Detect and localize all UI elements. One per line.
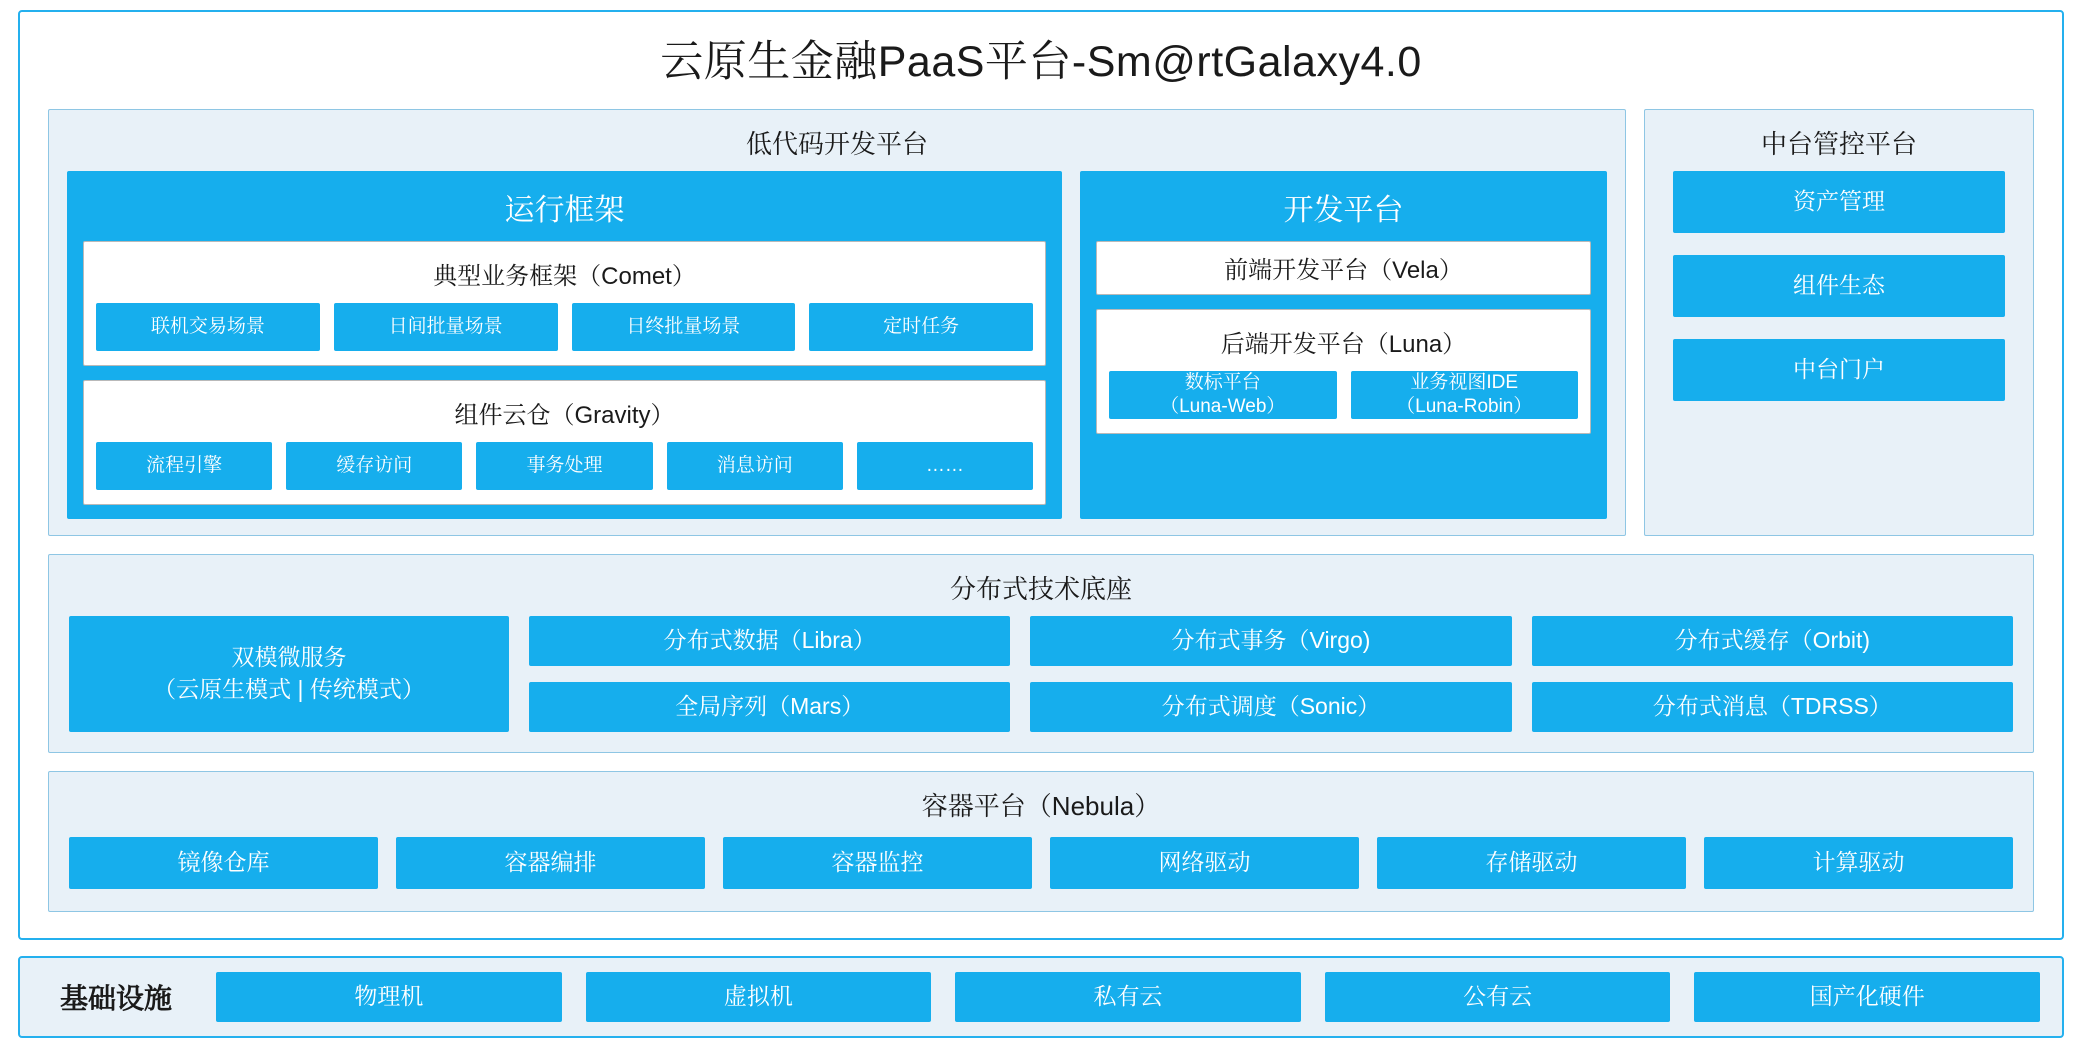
distributed-item[interactable]: 全局序列（Mars） xyxy=(529,682,1010,732)
container-item[interactable]: 容器监控 xyxy=(723,837,1032,889)
infrastructure-item[interactable]: 公有云 xyxy=(1325,972,1671,1022)
gravity-item[interactable]: 消息访问 xyxy=(667,442,843,490)
distributed-item[interactable]: 分布式调度（Sonic） xyxy=(1030,682,1511,732)
backend-platform-item[interactable]: 数标平台 （Luna-Web） xyxy=(1109,371,1337,419)
infrastructure-panel xyxy=(18,956,2064,1038)
gravity-item[interactable]: …… xyxy=(857,442,1033,490)
comet-items xyxy=(96,303,1033,351)
infrastructure-item[interactable]: 私有云 xyxy=(955,972,1301,1022)
comet-box xyxy=(83,241,1046,366)
distributed-item[interactable]: 分布式数据（Libra） xyxy=(529,616,1010,666)
container-item[interactable]: 存储驱动 xyxy=(1377,837,1686,889)
container-item[interactable]: 容器编排 xyxy=(396,837,705,889)
distributed-base-body xyxy=(49,616,2033,732)
page-title: 云原生金融PaaS平台-Sm@rtGalaxy4.0 xyxy=(660,38,1422,86)
low-code-platform-panel xyxy=(48,109,1626,536)
frontend-platform-item[interactable]: 前端开发平台（Vela） xyxy=(1096,241,1591,295)
distributed-column-1 xyxy=(529,616,1010,732)
low-code-platform-body xyxy=(49,171,1625,519)
backend-platform-box xyxy=(1096,309,1591,434)
distributed-column-2 xyxy=(1030,616,1511,732)
infrastructure-items xyxy=(216,972,2040,1022)
mid-platform-title: 中台管控平台 xyxy=(1760,128,1917,159)
runtime-framework-block xyxy=(67,171,1062,519)
comet-title: 典型业务框架（Comet） xyxy=(433,262,696,290)
container-platform-panel xyxy=(48,771,2034,912)
backend-platform-items xyxy=(1109,371,1578,419)
development-platform-block xyxy=(1080,171,1607,519)
distributed-base-panel xyxy=(48,554,2034,753)
gravity-item[interactable]: 事务处理 xyxy=(476,442,652,490)
gravity-item[interactable]: 缓存访问 xyxy=(286,442,462,490)
mid-platform-item[interactable]: 组件生态 xyxy=(1673,255,2005,317)
distributed-item[interactable]: 分布式消息（TDRSS） xyxy=(1532,682,2013,732)
container-item[interactable]: 镜像仓库 xyxy=(69,837,378,889)
infrastructure-label: 基础设施 xyxy=(60,982,173,1014)
comet-item[interactable]: 日间批量场景 xyxy=(334,303,558,351)
dual-mode-microservice-wrapper xyxy=(69,616,509,732)
gravity-title: 组件云仓（Gravity） xyxy=(454,401,675,429)
main-frame xyxy=(18,10,2064,940)
development-platform-title: 开发平台 xyxy=(1283,193,1404,227)
comet-item[interactable]: 定时任务 xyxy=(809,303,1033,351)
container-item[interactable]: 计算驱动 xyxy=(1704,837,2013,889)
gravity-items xyxy=(96,442,1033,490)
mid-platform-item[interactable]: 中台门户 xyxy=(1673,339,2005,401)
backend-platform-item[interactable]: 业务视图IDE （Luna-Robin） xyxy=(1351,371,1579,419)
comet-item[interactable]: 日终批量场景 xyxy=(572,303,796,351)
infrastructure-item[interactable]: 虚拟机 xyxy=(586,972,932,1022)
container-item[interactable]: 网络驱动 xyxy=(1050,837,1359,889)
distributed-item[interactable]: 分布式事务（Virgo) xyxy=(1030,616,1511,666)
low-code-platform-title: 低代码开发平台 xyxy=(745,128,928,159)
distributed-column-3 xyxy=(1532,616,2013,732)
mid-platform-panel xyxy=(1644,109,2034,536)
distributed-base-title: 分布式技术底座 xyxy=(949,573,1132,604)
distributed-item[interactable]: 分布式缓存（Orbit) xyxy=(1532,616,2013,666)
infrastructure-item[interactable]: 国产化硬件 xyxy=(1694,972,2040,1022)
container-platform-title: 容器平台（Nebula） xyxy=(921,790,1161,821)
row-low-code-and-midplatform xyxy=(48,109,2034,536)
gravity-item[interactable]: 流程引擎 xyxy=(96,442,272,490)
runtime-framework-title: 运行框架 xyxy=(504,193,625,227)
dual-mode-microservice-tile[interactable]: 双模微服务 （云原生模式 | 传统模式） xyxy=(69,616,509,732)
comet-item[interactable]: 联机交易场景 xyxy=(96,303,320,351)
backend-platform-title: 后端开发平台（Luna） xyxy=(1220,330,1467,358)
gravity-box xyxy=(83,380,1046,505)
infrastructure-item[interactable]: 物理机 xyxy=(216,972,562,1022)
mid-platform-item[interactable]: 资产管理 xyxy=(1673,171,2005,233)
container-platform-items xyxy=(49,833,2033,889)
